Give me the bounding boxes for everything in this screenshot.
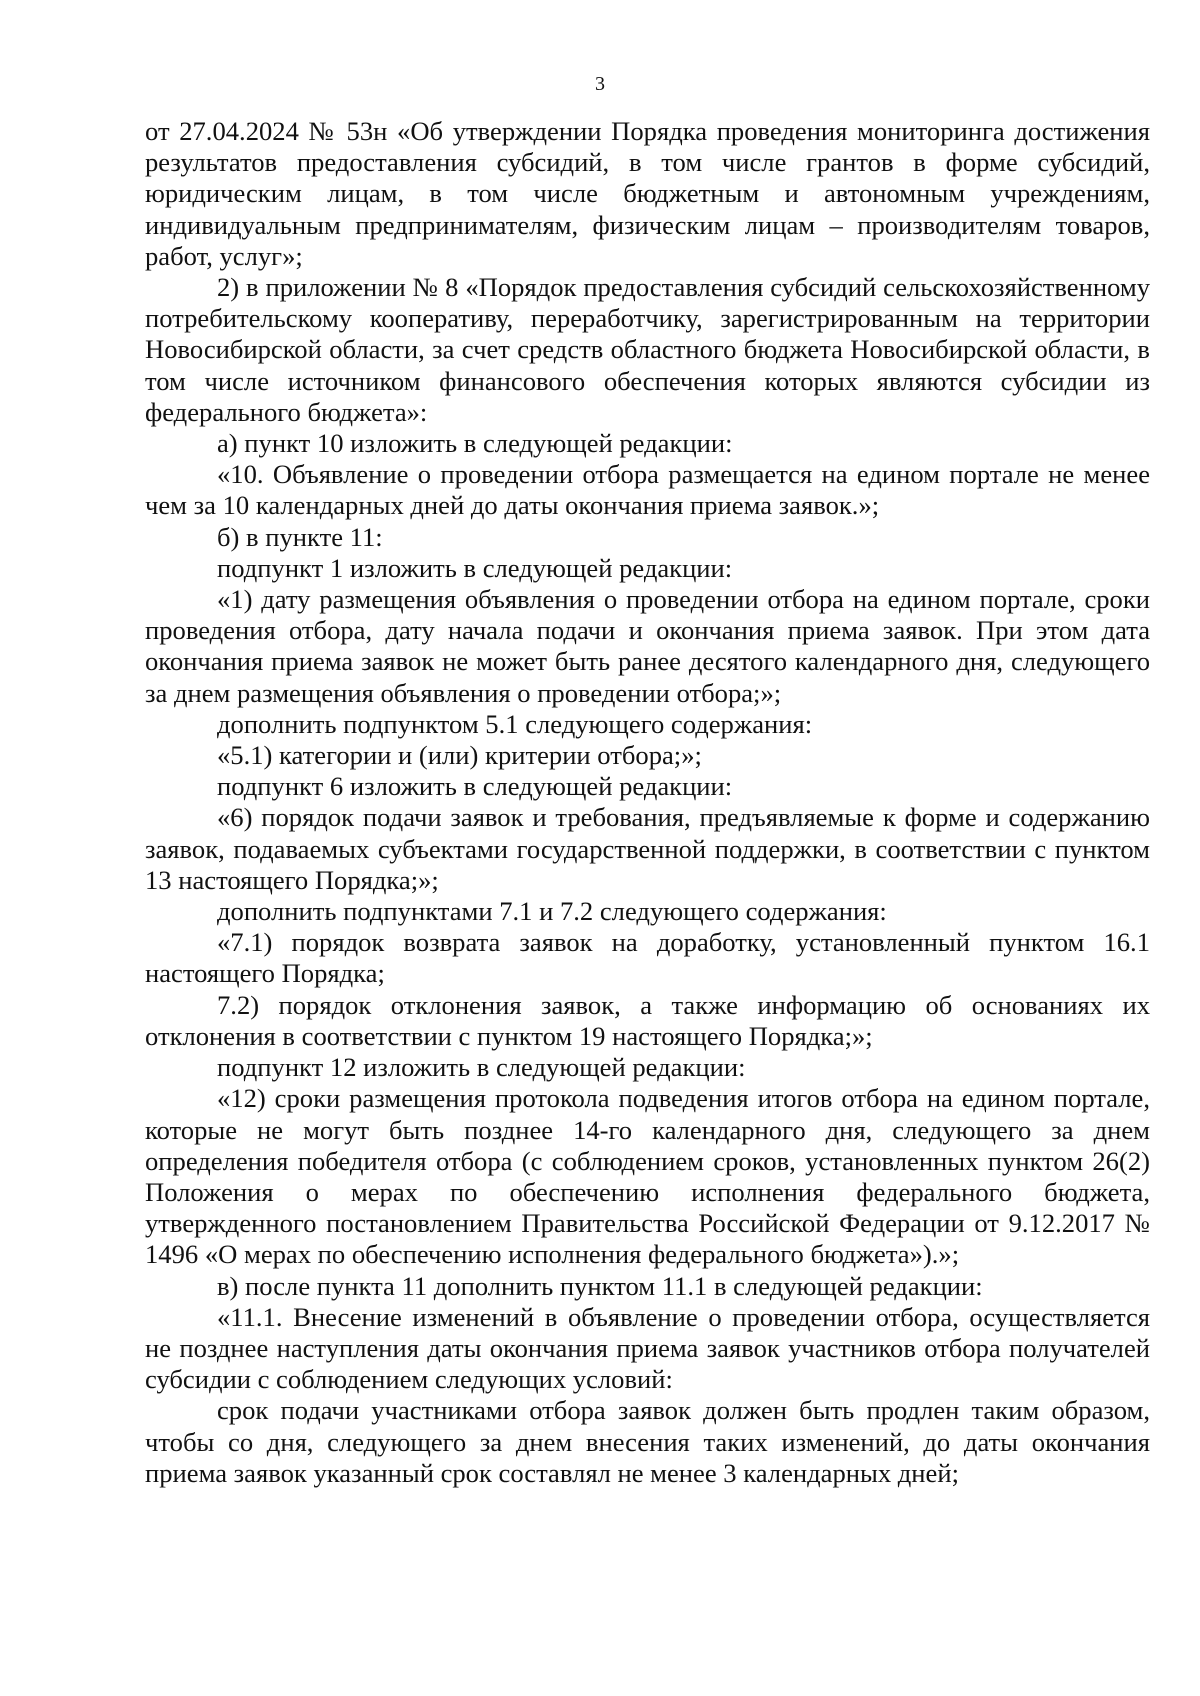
paragraph-point-10: «10. Объявление о проведении отбора размещается на едином портале не менее чем за 10 календарных дней до даты окончания приема заявок.»; <box>145 459 1150 521</box>
paragraph-item-v: в) после пункта 11 дополнить пунктом 11.1 в следующей редакции: <box>217 1270 983 1301</box>
paragraph-subpoint-12-intro: подпункт 12 изложить в следующей редакции: <box>217 1052 746 1083</box>
paragraph-deadline-condition: срок подачи участниками отбора заявок должен быть продлен таким образом, чтобы со дня, следующего за днем внесения таких изменений, до даты окончания приема заявок указанный срок составлял не менее 3 календарных дней; <box>145 1395 1150 1488</box>
paragraph-item-a: а) пункт 10 изложить в следующей редакции: <box>217 428 733 459</box>
paragraph-subpoint-1: «1) дату размещения объявления о проведении отбора на едином портале, сроки проведения отбора, дату начала подачи и окончания приема заявок. При этом дата окончания приема заявок не может быть ранее десятого календарного дня, следующего за днем размещения объявления о проведении отбора;»; <box>145 584 1150 708</box>
paragraph-subpoint-7-2: 7.2) порядок отклонения заявок, а также информацию об основаниях их отклонения в соответствии с пунктом 19 настоящего Порядка;»; <box>145 989 1150 1051</box>
paragraph-subpoint-5-1-intro: дополнить подпунктом 5.1 следующего содержания: <box>217 708 813 739</box>
paragraph-subpoint-1-intro: подпункт 1 изложить в следующей редакции: <box>217 552 733 583</box>
page-number: 3 <box>595 73 605 95</box>
paragraph-subpoint-12: «12) сроки размещения протокола подведения итогов отбора на едином портале, которые не могут быть позднее 14-го календарного дня, следующего за днем определения победителя отбора (с соблюдением сроков, установленных пунктом 26(2) Положения о мерах по обеспечению исполнения федерального бюджета, утвержденного постановлением Правительства Российской Федерации от 9.12.2017 № 1496 «О мерах по обеспечению исполнения федерального бюджета»).»; <box>145 1083 1150 1270</box>
paragraph-subpoint-7-1: «7.1) порядок возврата заявок на доработку, установленный пунктом 16.1 настоящего Порядка; <box>145 927 1150 989</box>
paragraph-item-b: б) в пункте 11: <box>217 521 383 552</box>
document-body <box>145 116 1150 1489</box>
paragraph-item-2: 2) в приложении № 8 «Порядок предоставления субсидий сельскохозяйственному потребительскому кооперативу, переработчику, зарегистрированным на территории Новосибирской области, за счет средств областного бюджета Новосибирской области, в том числе источником финансового обеспечения которых являются субсидии из федерального бюджета»: <box>145 272 1150 427</box>
paragraph-point-11-1: «11.1. Внесение изменений в объявление о проведении отбора, осуществляется не позднее наступления даты окончания приема заявок участников отбора получателей субсидии с соблюдением следующих условий: <box>145 1301 1150 1395</box>
paragraph-subpoints-7-intro: дополнить подпунктами 7.1 и 7.2 следующего содержания: <box>217 896 887 927</box>
paragraph-subpoint-5-1: «5.1) категории и (или) критерии отбора;»; <box>217 740 702 771</box>
paragraph-order-reference: от 27.04.2024 № 53н «Об утверждении Порядка проведения мониторинга достижения результатов предоставления субсидий, в том числе грантов в форме субсидий, юридическим лицам, в том числе бюджетным и автономным учреждениям, индивидуальным предпринимателям, физическим лицам – производителям товаров, работ, услуг»; <box>145 116 1150 271</box>
paragraph-subpoint-6-intro: подпункт 6 изложить в следующей редакции: <box>217 771 733 802</box>
paragraph-subpoint-6: «6) порядок подачи заявок и требования, предъявляемые к форме и содержанию заявок, подаваемых субъектами государственной поддержки, в соответствии с пунктом 13 настоящего Порядка;»; <box>145 802 1150 895</box>
